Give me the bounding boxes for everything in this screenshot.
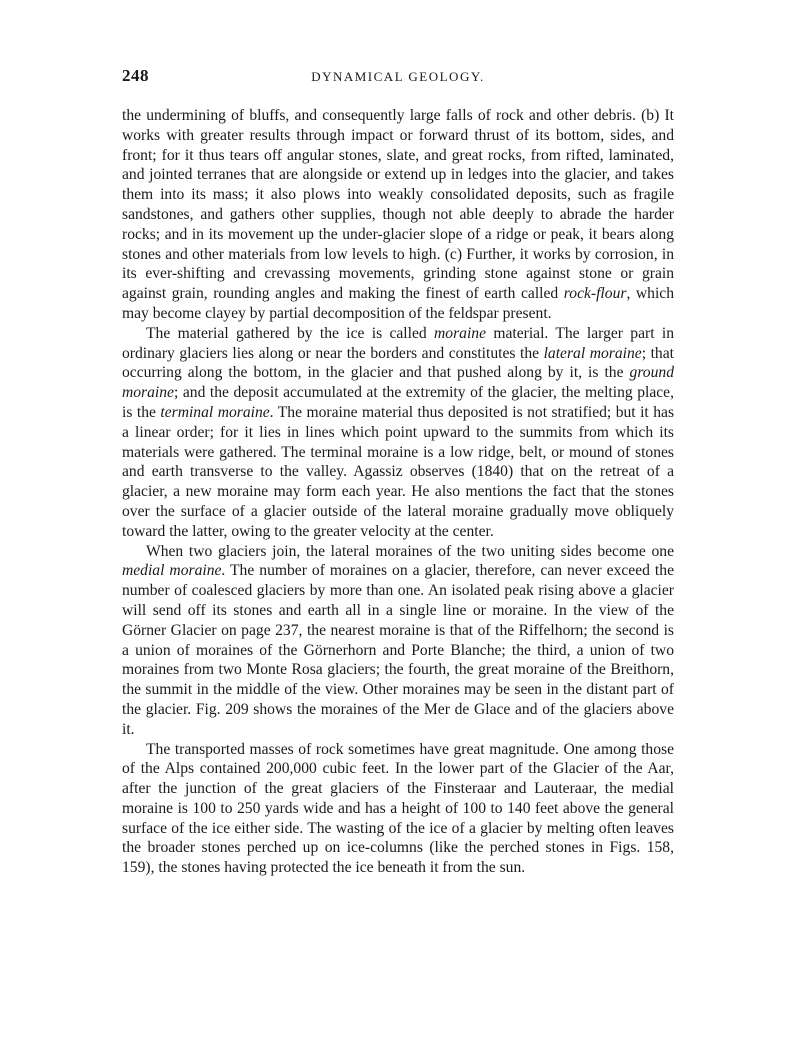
text-run: the undermining of bluffs, and consequently large falls of rock and other debris. (b) It works with greater results through impact or forward thrust of its bottom, sides, and front; for it thus tears off angular stones, slate, and great rocks, from rifted, laminated, and jointed terranes that are alongside or extend up in ledges into the glacier, and takes them into its mass; it also plows into weakly consolidated deposits, such as fragile sandstones, and gathers other supplies, though not able deeply to abrade the harder rocks; and in its movement up the under-glacier slope of a ridge or peak, it bears along stones and other materials from low levels to high. (c) Further, it works by corrosion, in its ever-shifting and crevassing movements, grinding stone against stone or grain against grain, rounding angles and making the finest of earth called <box>122 107 674 303</box>
italic-term: moraine <box>434 324 486 342</box>
page-number: 248 <box>122 66 149 85</box>
text-run: When two glaciers join, the lateral moraines of the two uniting sides become one <box>146 542 674 560</box>
paragraph <box>122 542 674 740</box>
text-run: material. The larger part in ordinary glaciers lies along or near the borders and constitutes the <box>122 324 674 362</box>
italic-term: terminal moraine <box>160 403 270 421</box>
italic-term: medial moraine <box>122 562 222 580</box>
text-run: ; that occurring along the bottom, in the glacier and that pushed along by it, is the <box>122 344 674 382</box>
paragraph <box>122 106 674 324</box>
italic-term: rock-flour <box>563 285 627 303</box>
text-run: , which may become clayey by partial decomposition of the feldspar present. <box>122 285 675 322</box>
text-run: The transported masses of rock sometimes have great magnitude. One among those of the Alps contained 200,000 cubic feet. In the lower part of the Glacier of the Aar, after the junction of the great glaciers of the Finsteraar and Lauteraar, the medial moraine is 100 to 250 yards wide and has a height of 100 to 140 feet above the general surface of the ice either side. The wasting of the ice of a glacier by melting often leaves the broader stones perched up on ice-columns (like the perched stones in Figs. 158, 159), the stones having protected the ice beneath it from the sun. <box>122 740 674 877</box>
paragraph <box>122 324 674 542</box>
text-run: ; and the deposit accumulated at the extremity of the glacier, the melting place, is the <box>122 384 674 421</box>
running-head: DYNAMICAL GEOLOGY. <box>311 69 485 84</box>
text-run: The material gathered by the ice is called <box>146 324 435 342</box>
text-run: . The number of moraines on a glacier, therefore, can never exceed the number of coalesced glaciers by more than one. An isolated peak rising above a glacier will send off its stones and earth all in a single line or moraine. In the view of the Görner Glacier on page 237, the nearest moraine is that of the Riffelhorn; the second is a union of moraines of the Görnerhorn and Porte Blanche; the third, a union of two moraines from two Monte Rosa glaciers; the fourth, the great moraine of the Breithorn, the summit in the middle of the view. Other moraines may be seen in the distant part of the glacier. Fig. 209 shows the moraines of the Mer de Glace and of the glaciers above it. <box>122 562 674 738</box>
body-text <box>122 106 674 878</box>
italic-term: ground moraine <box>122 364 674 402</box>
italic-term: lateral moraine <box>543 344 642 362</box>
text-run: . The moraine material thus deposited is not stratified; but it has a linear order; for it lies in lines which point upward to the summits from which its materials were gathered. The terminal moraine is a low ridge, belt, or mound of stones and earth transverse to the valley. Agassiz observes (1840) that on the retreat of a glacier, a new moraine may form each year. He also mentions the fact that the stones over the surface of a glacier outside of the lateral moraine gradually move obliquely toward the latter, owing to the greater velocity at the center. <box>122 403 675 540</box>
book-page <box>122 66 674 878</box>
paragraph <box>122 740 674 879</box>
page-header <box>122 66 674 92</box>
